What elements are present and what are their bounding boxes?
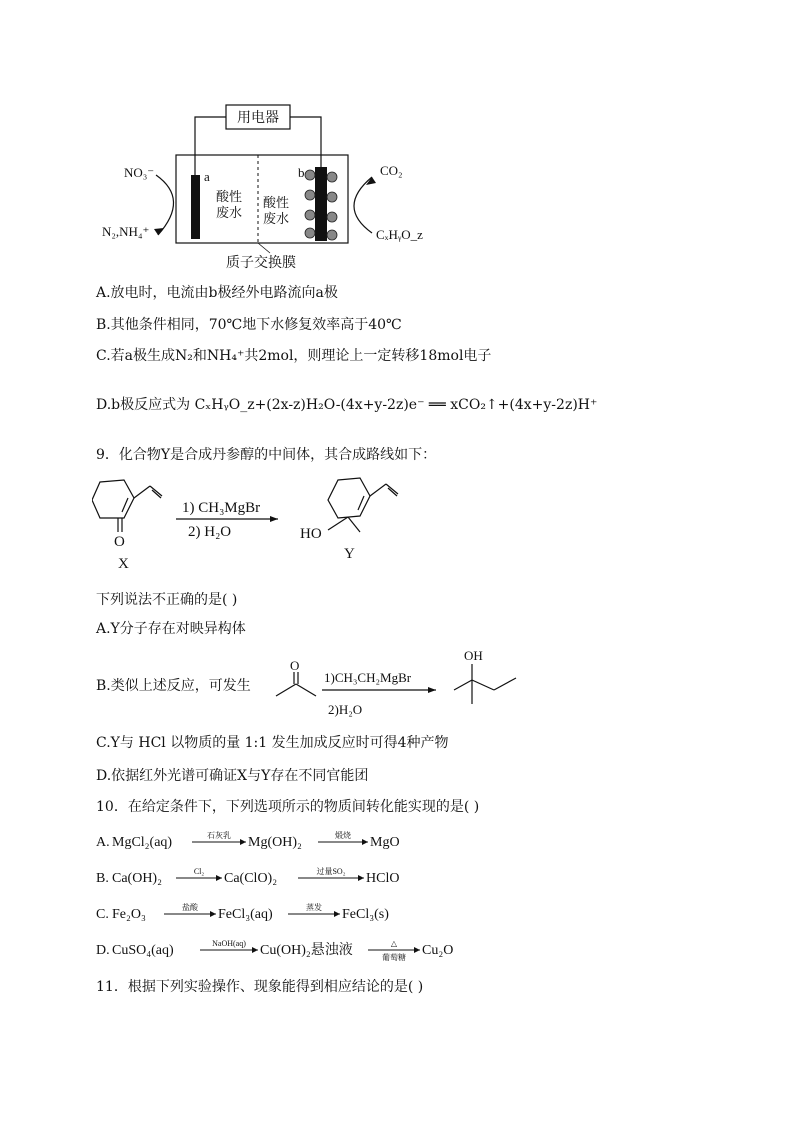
q9-question: 下列说法不正确的是( ) bbox=[96, 592, 238, 608]
right-out-label: CO₂ bbox=[380, 163, 403, 178]
svg-text:MgCl₂(aq): MgCl₂(aq) bbox=[112, 835, 173, 850]
q8-option-a: A.放电时，电流由b极经外电路流向a极 bbox=[96, 285, 338, 301]
svg-text:Mg(OH)₂: Mg(OH)₂ bbox=[248, 835, 302, 850]
molecule-y bbox=[328, 478, 398, 532]
left-in-label: NO₃⁻ bbox=[124, 165, 155, 180]
membrane-label: 质子交换膜 bbox=[226, 256, 296, 271]
svg-text:葡萄糖: 葡萄糖 bbox=[382, 953, 406, 962]
q10-option-c bbox=[96, 902, 389, 922]
b-reagent-2: 2)H₂O bbox=[328, 702, 363, 717]
svg-text:石灰乳: 石灰乳 bbox=[207, 831, 231, 840]
q9-option-b: B.类似上述反应，可发生 bbox=[96, 678, 251, 694]
svg-text:C.: C. bbox=[96, 907, 109, 922]
product-oh-label: OH bbox=[464, 648, 483, 663]
q10-options bbox=[92, 820, 562, 970]
molecule-x bbox=[92, 480, 162, 532]
svg-text:FeCl₃(aq): FeCl₃(aq) bbox=[218, 907, 273, 922]
q9-option-c: C.Y与 HCl 以物质的量 1:1 发生加成反应时可得4种产物 bbox=[96, 735, 449, 751]
q9-stem: 9．化合物Y是合成丹参醇的中间体，其合成路线如下： bbox=[96, 447, 437, 463]
svg-text:Fe₂O₃: Fe₂O₃ bbox=[112, 907, 146, 922]
right-reaction-arrow bbox=[354, 177, 372, 233]
acetone-oxygen-label: O bbox=[290, 658, 300, 673]
svg-text:A.: A. bbox=[96, 835, 110, 850]
svg-text:盐酸: 盐酸 bbox=[182, 903, 198, 912]
q10-option-a bbox=[96, 830, 400, 850]
svg-text:MgO: MgO bbox=[370, 835, 400, 850]
x-compound-label: X bbox=[118, 556, 129, 570]
left-solution-line1: 酸性 bbox=[216, 189, 243, 204]
svg-text:FeCl₃(s): FeCl₃(s) bbox=[342, 907, 389, 922]
right-solution-line1: 酸性 bbox=[263, 195, 290, 210]
svg-text:D.: D. bbox=[96, 943, 110, 958]
y-ho-label: HO bbox=[300, 526, 322, 542]
load-label: 用电器 bbox=[237, 111, 279, 126]
fuel-cell-diagram bbox=[90, 95, 470, 275]
electrode-a-label: a bbox=[204, 169, 210, 184]
right-in-label: CₓHᵧO_z bbox=[376, 227, 423, 242]
q11-stem: 11．根据下列实验操作、现象能得到相应结论的是( ) bbox=[96, 979, 424, 995]
svg-text:△: △ bbox=[390, 939, 398, 948]
svg-text:Ca(ClO)₂: Ca(ClO)₂ bbox=[224, 871, 278, 886]
q9-synthesis-scheme bbox=[92, 474, 422, 570]
electrode-a bbox=[191, 175, 200, 239]
q8-option-d: D.b极反应式为 CₓHᵧO_z+(2x-z)H₂O-(4x+y-2z)e⁻ ══ xCO₂↑+(4x+y-2z)H⁺ bbox=[96, 397, 598, 413]
q8-option-b: B.其他条件相同，70℃地下水修复效率高于40℃ bbox=[96, 317, 402, 333]
svg-text:过量SO₂: 过量SO₂ bbox=[316, 867, 346, 876]
electrode-b bbox=[315, 167, 327, 241]
q10-option-b bbox=[96, 866, 399, 886]
electrode-b-label: b bbox=[298, 165, 305, 180]
svg-text:Cu(OH)₂悬浊液: Cu(OH)₂悬浊液 bbox=[260, 943, 353, 958]
left-solution-line2: 废水 bbox=[216, 205, 243, 220]
x-oxygen-label: O bbox=[114, 534, 125, 550]
svg-text:HClO: HClO bbox=[366, 871, 400, 886]
q9-reagent-1: 1) CH₃MgBr bbox=[182, 500, 261, 516]
svg-text:NaOH(aq): NaOH(aq) bbox=[212, 939, 246, 948]
svg-text:蒸发: 蒸发 bbox=[306, 903, 322, 912]
q8-option-c: C.若a极生成N₂和NH₄⁺共2mol，则理论上一定转移18mol电子 bbox=[96, 348, 492, 364]
q9-option-a: A.Y分子存在对映异构体 bbox=[96, 621, 246, 637]
svg-text:Cl₂: Cl₂ bbox=[193, 867, 205, 876]
q10-option-d bbox=[96, 939, 453, 962]
svg-text:Ca(OH)₂: Ca(OH)₂ bbox=[112, 871, 162, 886]
q10-stem: 10．在给定条件下，下列选项所示的物质间转化能实现的是( ) bbox=[96, 799, 480, 815]
tertiary-alcohol bbox=[454, 664, 516, 704]
y-compound-label: Y bbox=[344, 546, 355, 562]
left-out-label: N₂,NH₄⁺ bbox=[102, 224, 150, 239]
q9-option-b-scheme bbox=[272, 648, 532, 722]
q9-option-d: D.依据红外光谱可确证X与Y存在不同官能团 bbox=[96, 768, 369, 784]
left-reaction-arrow bbox=[156, 175, 174, 235]
b-reagent-1: 1)CH₃CH₂MgBr bbox=[324, 670, 412, 685]
right-solution-line2: 废水 bbox=[263, 211, 290, 226]
acetone bbox=[276, 672, 316, 696]
svg-text:煅烧: 煅烧 bbox=[335, 831, 351, 840]
q9-reagent-2: 2) H₂O bbox=[188, 524, 232, 540]
svg-text:Cu₂O: Cu₂O bbox=[422, 943, 454, 958]
svg-text:CuSO₄(aq): CuSO₄(aq) bbox=[112, 943, 174, 958]
svg-text:B.: B. bbox=[96, 871, 109, 886]
